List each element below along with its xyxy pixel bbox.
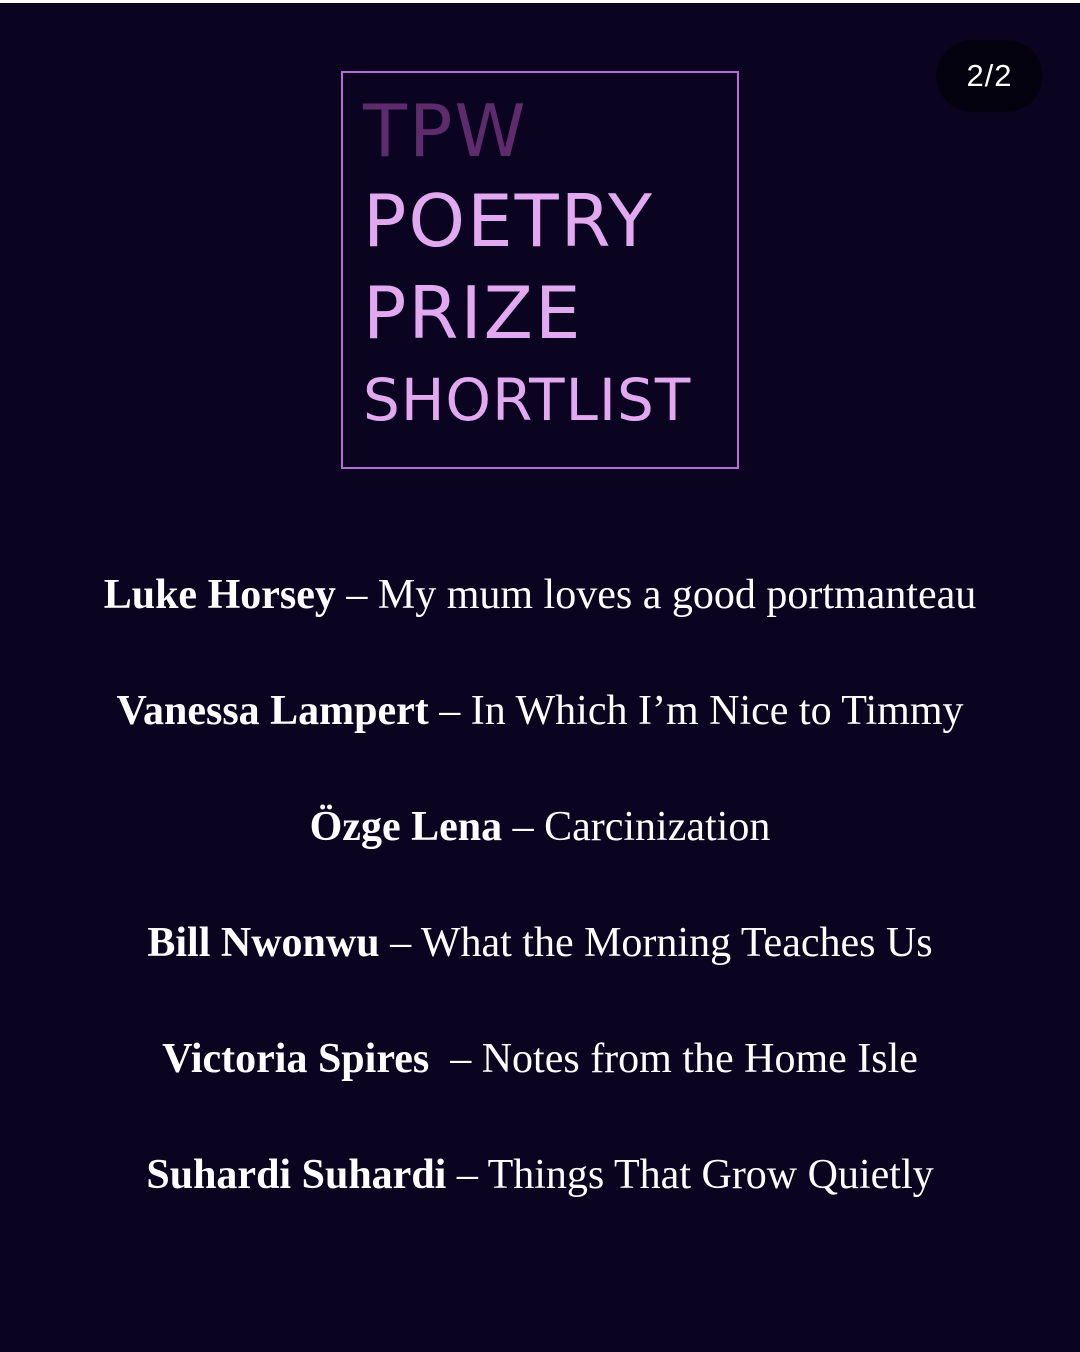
entry-separator: – [379,920,421,966]
logo-poetry-text: POETRY [363,179,654,263]
entry-author: Bill Nwonwu [147,920,380,966]
shortlist-entry [0,806,1080,848]
entry-title: Carcinization [544,804,771,850]
logo-shortlist-text: SHORTLIST [363,366,692,434]
entry-title: Notes from the Home Isle [481,1036,918,1082]
entry-title: What the Morning Teaches Us [420,920,933,966]
entry-separator: – [335,572,378,618]
entry-title: My mum loves a good portmanteau [377,572,977,618]
entry-separator: – [502,804,545,850]
shortlist-entry [0,922,1080,964]
entry-title: In Which I’m Nice to Timmy [470,688,964,734]
entry-author: Luke Horsey [103,572,336,618]
prize-logo [341,71,739,469]
entry-separator: – [428,688,471,734]
entry-author: Victoria Spires [162,1036,430,1082]
shortlist-entry [0,1154,1080,1196]
entry-separator: – [429,1036,482,1082]
entry-author: Özge Lena [309,804,503,850]
shortlist-entry [0,690,1080,732]
entry-author: Vanessa Lampert [116,688,429,734]
shortlist-entry [0,1038,1080,1080]
entry-author: Suhardi Suhardi [146,1152,447,1198]
slide-counter-badge: 2/2 [936,40,1043,112]
entry-title: Things That Grow Quietly [487,1152,934,1198]
top-divider [0,0,1080,3]
shortlist-entry [0,574,1080,616]
entry-separator: – [446,1152,488,1198]
logo-tpw-text: TPW [363,89,528,173]
logo-prize-text: PRIZE [363,271,583,355]
